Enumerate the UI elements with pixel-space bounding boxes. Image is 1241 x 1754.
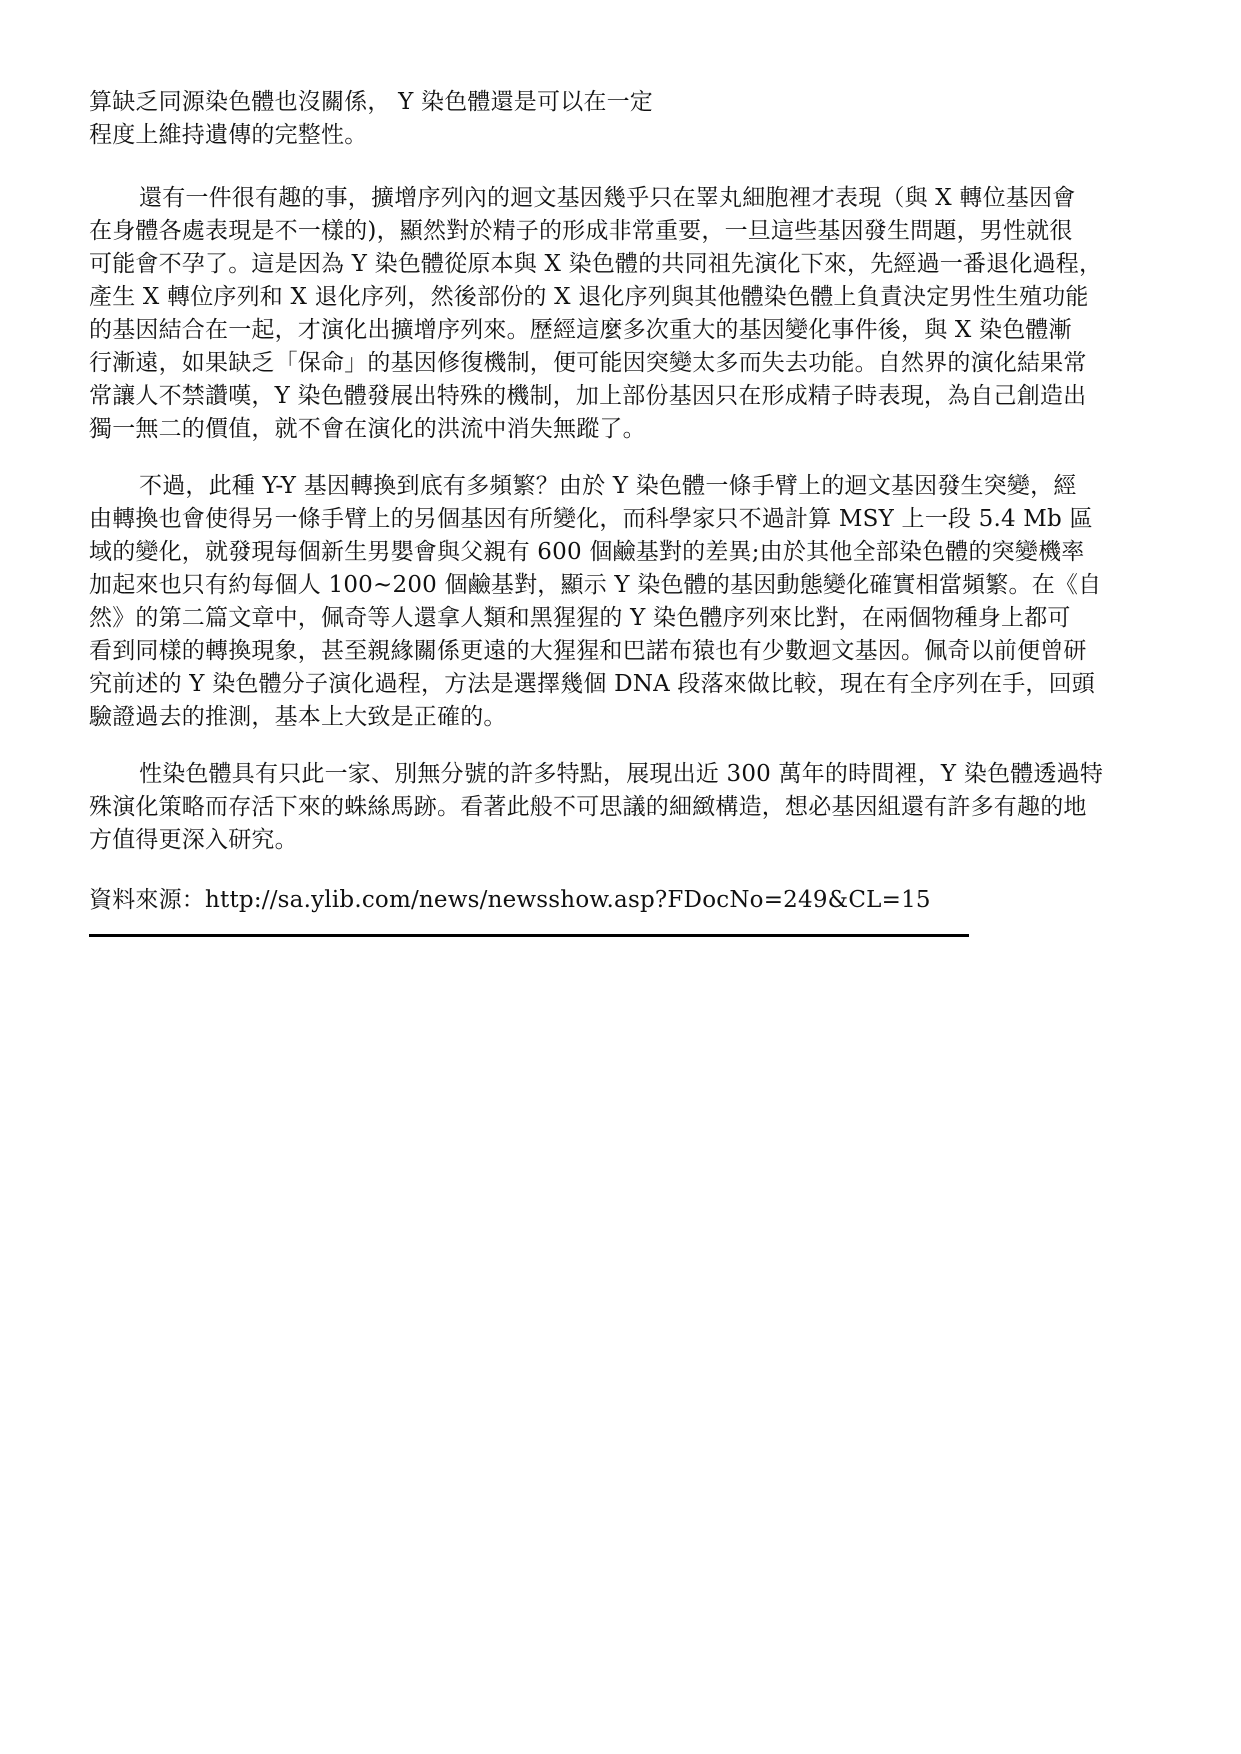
text-line: 行漸遠，如果缺乏「保命」的基因修復機制，便可能因突變太多而失去功能。自然界的演化結果常	[89, 350, 1087, 376]
source-url: http://sa.ylib.com/news/newsshow.asp?FDocNo=249&CL=15	[205, 887, 931, 913]
source-line	[89, 884, 1149, 917]
text-line: 常讓人不禁讚嘆，Y 染色體發展出特殊的機制，加上部份基因只在形成精子時表現，為自己創造出	[89, 383, 1087, 409]
text-line: 由轉換也會使得另一條手臂上的另個基因有所變化，而科學家只不過計算 MSY 上一段 5.4 Mb 區	[89, 506, 1093, 532]
text-line: 的基因結合在一起，才演化出擴增序列來。歷經這麼多次重大的基因變化事件後，與 X 染色體漸	[89, 317, 1072, 343]
text-line: 然》的第二篇文章中，佩奇等人還拿人類和黑猩猩的 Y 染色體序列來比對，在兩個物種身上都可	[89, 605, 1071, 631]
paragraph-conclusion	[89, 758, 1149, 857]
continuation-paragraph	[89, 86, 1149, 152]
text-line: 不過，此種 Y-Y 基因轉換到底有多頻繁？由於 Y 染色體一條手臂上的迴文基因發生突變，經	[139, 473, 1077, 499]
text-line: 可能會不孕了。這是因為 Y 染色體從原本與 X 染色體的共同祖先演化下來，先經過一番退化過程，	[89, 251, 1103, 277]
source-citation	[89, 884, 1149, 917]
text-line: 產生 X 轉位序列和 X 退化序列，然後部份的 X 退化序列與其他體染色體上負責決定男性生殖功能	[89, 284, 1089, 310]
text-line: 加起來也只有約每個人 100~200 個鹼基對，顯示 Y 染色體的基因動態變化確實相當頻繁。在《自	[89, 572, 1102, 598]
source-label: 資料來源：	[89, 887, 205, 913]
text-line: 方值得更深入研究。	[89, 827, 298, 853]
horizontal-rule	[89, 934, 969, 937]
text-line: 驗證過去的推測，基本上大致是正確的。	[89, 704, 507, 730]
text-line: 算缺乏同源染色體也沒關係， Y 染色體還是可以在一定	[89, 89, 654, 115]
text-line: 在身體各處表現是不一樣的)，顯然對於精子的形成非常重要，一旦這些基因發生問題，男性就很	[89, 218, 1073, 244]
text-line: 看到同樣的轉換現象，甚至親緣關係更遠的大猩猩和巴諾布猿也有少數迴文基因。佩奇以前便曾研	[89, 638, 1087, 664]
text-line: 程度上維持遺傳的完整性。	[89, 122, 368, 148]
text-line: 究前述的 Y 染色體分子演化過程，方法是選擇幾個 DNA 段落來做比較，現在有全序列在手，回頭	[89, 671, 1096, 697]
text-line: 獨一無二的價值，就不會在演化的洪流中消失無蹤了。	[89, 416, 646, 442]
paragraph-gene-conversion	[89, 470, 1149, 734]
paragraph-palindrome-genes	[89, 182, 1149, 446]
text-line: 殊演化策略而存活下來的蛛絲馬跡。看著此般不可思議的細緻構造，想必基因組還有許多有趣的地	[89, 794, 1087, 820]
text-line: 性染色體具有只此一家、別無分號的許多特點，展現出近 300 萬年的時間裡，Y 染色體透過特	[139, 761, 1104, 787]
text-line: 域的變化，就發現每個新生男嬰會與父親有 600 個鹼基對的差異;由於其他全部染色體的突變機率	[89, 539, 1085, 565]
text-line: 還有一件很有趣的事，擴增序列內的迴文基因幾乎只在睪丸細胞裡才表現（與 X 轉位基因會	[139, 185, 1076, 211]
